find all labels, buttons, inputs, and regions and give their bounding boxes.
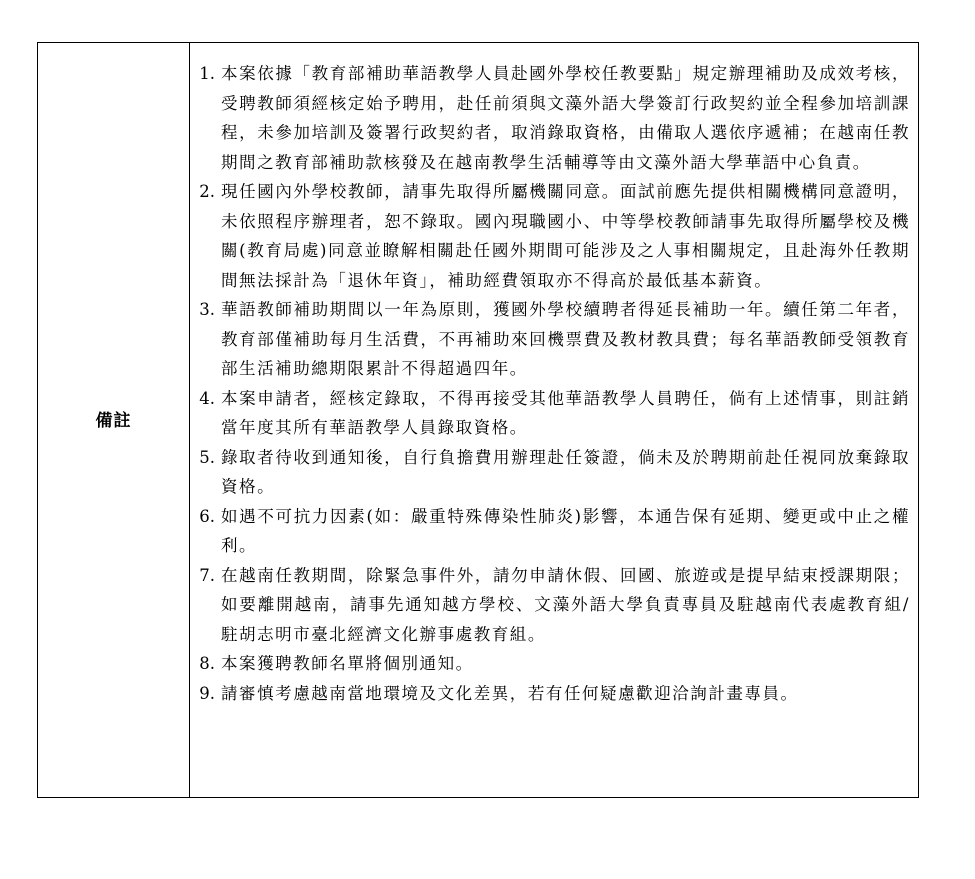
note-number: 5. xyxy=(199,447,215,467)
notes-label: 備註 xyxy=(95,410,132,431)
note-item-9 xyxy=(190,679,910,709)
note-text: 本案依據「教育部補助華語教學人員赴國外學校任教要點」規定辦理補助及成效考核，受聘教師須經核定始予聘用，赴任前須與文藻外語大學簽訂行政契約並全程參加培訓課程，未參加培訓及簽署行政契約者，取消錄取資格，由備取人選依序遞補；在越南任教期間之教育部補助款核發及在越南教學生活輔導等由文藻外語大學華語中心負責。 xyxy=(221,64,910,172)
note-text: 現任國內外學校教師，請事先取得所屬機關同意。面試前應先提供相關機構同意證明，未依照程序辦理者，恕不錄取。國內現職國小、中等學校教師請事先取得所屬學校及機關(教育局處)同意並瞭解相關赴任國外期間可能涉及之人事相關規定，且赴海外任教期間無法採計為「退休年資」，補助經費領取亦不得高於最低基本薪資。 xyxy=(221,182,910,290)
note-item-7 xyxy=(190,561,910,650)
note-item-8 xyxy=(190,649,910,679)
note-number: 8. xyxy=(199,654,215,673)
note-item-2 xyxy=(190,177,910,295)
notes-list xyxy=(190,59,910,708)
note-number: 7. xyxy=(199,565,215,585)
notes-label-cell xyxy=(38,43,190,797)
note-number: 2. xyxy=(199,182,215,201)
note-number: 1. xyxy=(199,64,215,83)
note-number: 9. xyxy=(199,683,215,703)
note-item-6 xyxy=(190,502,910,561)
note-text: 錄取者待收到通知後，自行負擔費用辦理赴任簽證，倘未及於聘期前赴任視同放棄錄取資格。 xyxy=(221,447,910,496)
note-number: 3. xyxy=(199,300,215,319)
note-item-3 xyxy=(190,295,910,384)
note-text: 如遇不可抗力因素(如：嚴重特殊傳染性肺炎)影響，本通告保有延期、變更或中止之權利。 xyxy=(221,506,910,555)
note-text: 請審慎考慮越南當地環境及文化差異，若有任何疑慮歡迎洽詢計畫專員。 xyxy=(221,683,799,703)
notes-content-cell xyxy=(190,43,918,797)
note-text: 華語教師補助期間以一年為原則，獲國外學校續聘者得延長補助一年。續任第二年者，教育部僅補助每月生活費，不再補助來回機票費及教材教具費；每名華語教師受領教育部生活補助總期限累計不得超過四年。 xyxy=(221,300,910,378)
note-text: 在越南任教期間，除緊急事件外，請勿申請休假、回國、旅遊或是提早結束授課期限；如要離開越南，請事先通知越方學校、文藻外語大學負責專員及駐越南代表處教育組/駐胡志明市臺北經濟文化辦事處教育組。 xyxy=(221,565,910,644)
note-number: 4. xyxy=(199,388,215,408)
note-text: 本案申請者，經核定錄取，不得再接受其他華語教學人員聘任，倘有上述情事，則註銷當年度其所有華語教學人員錄取資格。 xyxy=(221,388,910,437)
note-number: 6. xyxy=(199,506,215,526)
note-item-4 xyxy=(190,384,910,443)
notes-table xyxy=(37,42,919,798)
note-text: 本案獲聘教師名單將個別通知。 xyxy=(221,654,474,673)
note-item-1 xyxy=(190,59,910,177)
note-item-5 xyxy=(190,443,910,502)
